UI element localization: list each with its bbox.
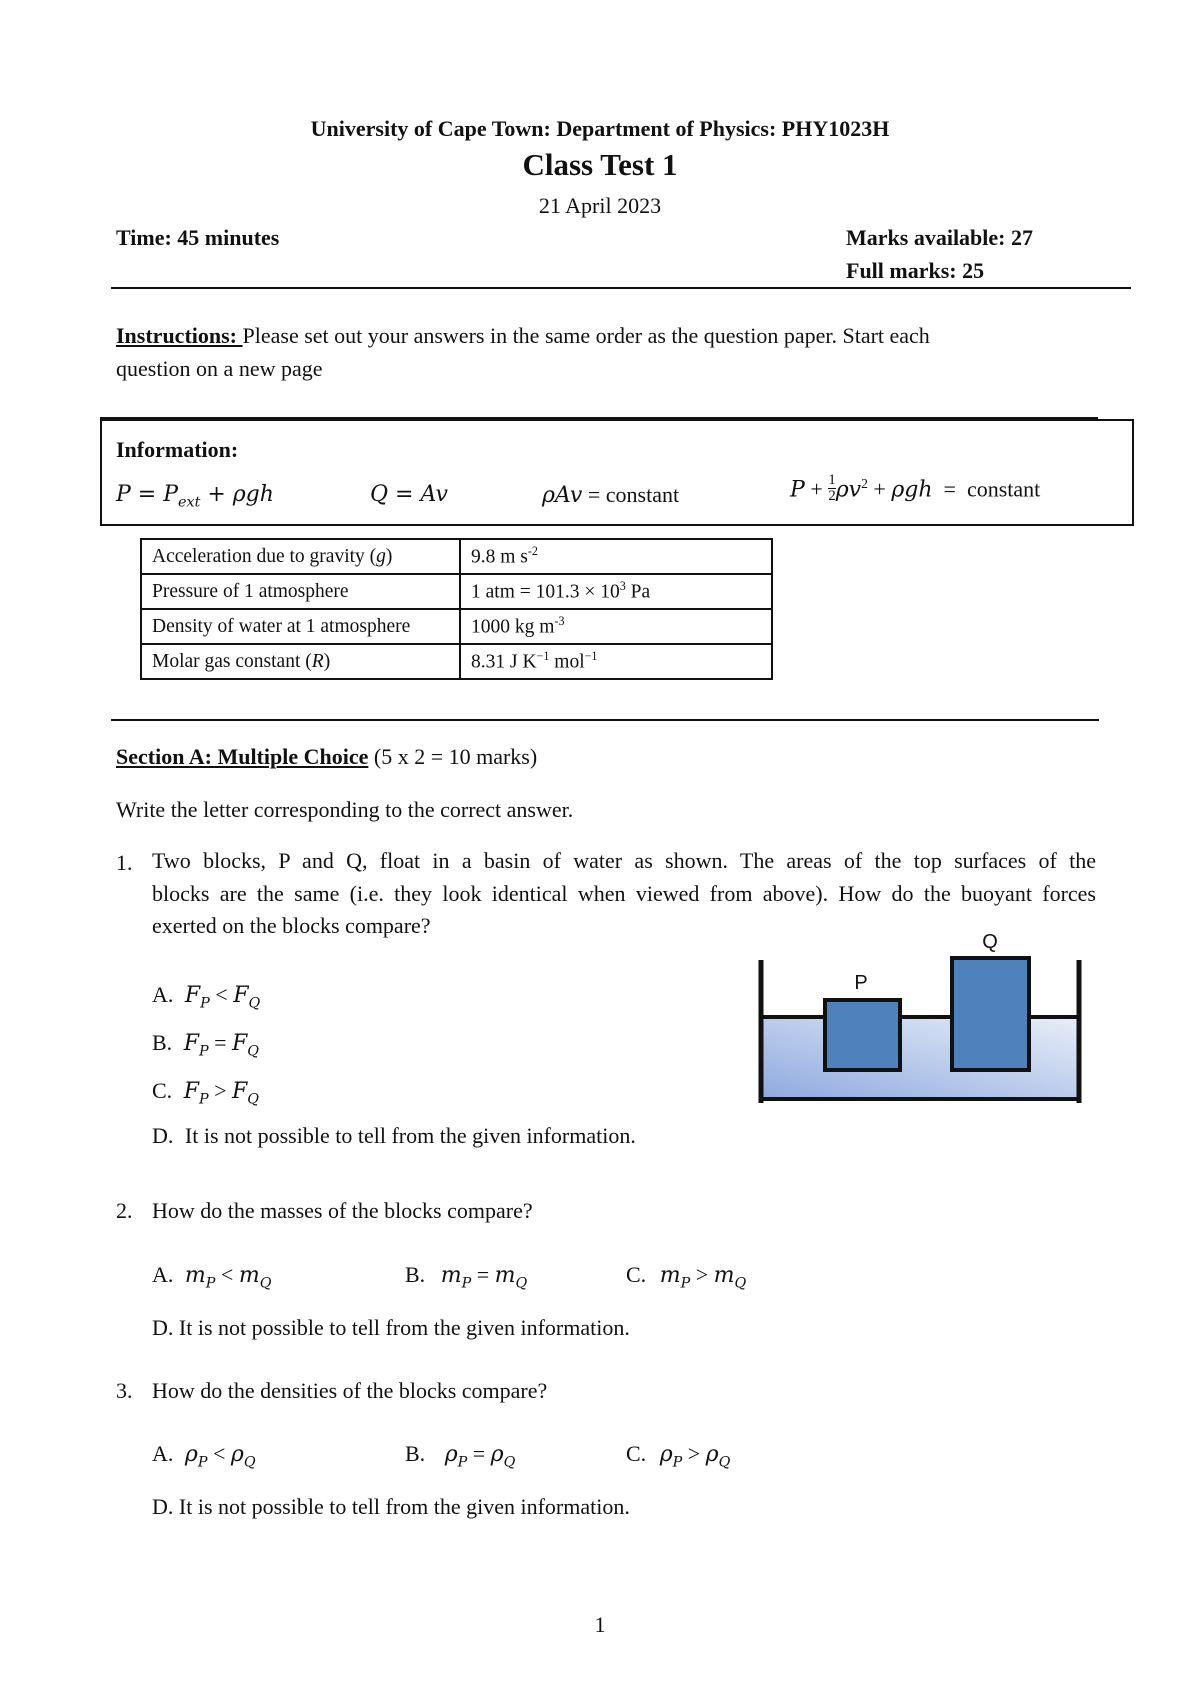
constant-value: 8.31 J $K^{-1}$ mol$^{-1}$ — [460, 644, 772, 679]
header-divider — [111, 287, 1131, 289]
page-number: 1 — [594, 1612, 606, 1637]
option-b[interactable]: B. $F_P = F_Q$ — [152, 1030, 259, 1060]
option-letter: B. — [405, 1441, 426, 1466]
option-a[interactable]: A. $F_P < F_Q$ — [152, 982, 261, 1012]
section-divider — [111, 719, 1099, 721]
q2-option-a[interactable]: A. $m_P < m_Q$ — [152, 1262, 272, 1292]
question-line: exerted on the blocks compare? — [152, 913, 431, 938]
block-p — [825, 1000, 900, 1070]
formula-mass-flow: ρAv = constant — [542, 482, 680, 508]
label-q: Q — [982, 931, 998, 953]
constant-name: Pressure of 1 atmosphere — [141, 574, 460, 609]
question-number: 2. — [116, 1198, 133, 1223]
option-letter: B. — [152, 1030, 173, 1055]
basin-figure — [750, 915, 1095, 1110]
water — [761, 1017, 1079, 1099]
test-date: 21 April 2023 — [538, 193, 662, 218]
question-line: blocks are the same (i.e. they look identical when viewed from above). How do the buoyant forces — [152, 880, 1096, 906]
formula-bernoulli-constant: constant — [966, 476, 1041, 502]
option-letter: A. — [152, 1262, 174, 1287]
section-a-title: Section A: Multiple Choice — [116, 744, 369, 769]
constant-value: 1 atm = $101.3 \times 10^3$ Pa — [460, 574, 772, 609]
q2-option-b[interactable]: B. $m_P = m_Q$ — [405, 1262, 528, 1292]
question-line: Two blocks, P and Q, float in a basin of water as shown. The areas of the top surfaces of the — [152, 848, 1096, 873]
option-letter: C. — [626, 1441, 647, 1466]
option-letter: C. — [626, 1262, 647, 1287]
q3-option-b[interactable]: B. $\rho_P = \rho_Q$ — [405, 1441, 516, 1471]
option-letter: B. — [405, 1262, 426, 1287]
option-text: It is not possible to tell from the given information. — [184, 1123, 636, 1148]
question-3-text: How do the densities of the blocks compare? — [152, 1378, 548, 1403]
question-number: 1. — [116, 850, 133, 875]
instructions — [116, 323, 1116, 349]
formula-mass-flow-constant: constant — [605, 482, 680, 507]
constant-value: 1000 kg $m^{-3}$ — [460, 609, 772, 644]
label-p: P — [854, 972, 868, 994]
constant-name: Acceleration due to gravity (g) — [141, 539, 460, 574]
option-d[interactable] — [152, 1123, 636, 1149]
constant-name: Molar gas constant (R) — [141, 644, 460, 679]
option-letter: C. — [152, 1078, 173, 1103]
instructions-label: Instructions: — [116, 323, 243, 348]
option-c[interactable]: C. $F_P > F_Q$ — [152, 1078, 259, 1108]
table-row — [141, 539, 772, 574]
time-allowed: Time: 45 minutes — [116, 225, 280, 250]
option-letter: A. — [152, 1441, 174, 1466]
table-row — [141, 644, 772, 679]
formula-pressure: $P = P_{ext} + \rho gh$ — [116, 482, 274, 511]
page-title: Class Test 1 — [522, 147, 678, 182]
formula-bernoulli: P + $\frac{1}{2}$ $\rho v^2 + \rho gh$ = constant — [790, 471, 1041, 504]
section-a-instruction: Write the letter corresponding to the correct answer. — [116, 797, 574, 822]
q3-option-d[interactable]: D. It is not possible to tell from the given information. — [152, 1494, 630, 1519]
q2-option-d[interactable]: D. It is not possible to tell from the given information. — [152, 1315, 630, 1340]
q2-option-c[interactable]: C. $m_P > m_Q$ — [626, 1262, 747, 1292]
formula-flow-rate: Q = Av — [370, 482, 448, 507]
q3-option-a[interactable]: A. $\rho_P < \rho_Q$ — [152, 1441, 256, 1471]
information-label: Information: — [116, 437, 239, 462]
option-letter: D. — [152, 1123, 174, 1148]
full-marks: Full marks: 25 — [846, 258, 985, 283]
table-row — [141, 574, 772, 609]
university-line: University of Cape Town: Department of Physics: PHY1023H — [310, 116, 890, 141]
question-number: 3. — [116, 1378, 133, 1403]
instructions-text: Please set out your answers in the same order as the question paper. Start each — [242, 323, 930, 348]
option-letter: A. — [152, 982, 174, 1007]
constant-name: Density of water at 1 atmosphere — [141, 609, 460, 644]
section-a-marks: (5 x 2 = 10 marks) — [368, 744, 538, 769]
marks-available: Marks available: 27 — [846, 225, 1033, 250]
table-row — [141, 609, 772, 644]
constants-table — [140, 538, 773, 680]
section-a-heading — [116, 744, 537, 770]
question-2-text: How do the masses of the blocks compare? — [152, 1198, 533, 1223]
block-q — [952, 958, 1029, 1070]
q3-option-c[interactable]: C. $\rho_P > \rho_Q$ — [626, 1441, 731, 1471]
instructions-text-cont: question on a new page — [116, 356, 323, 381]
constant-value: 9.8 m $s^{-2}$ — [460, 539, 772, 574]
